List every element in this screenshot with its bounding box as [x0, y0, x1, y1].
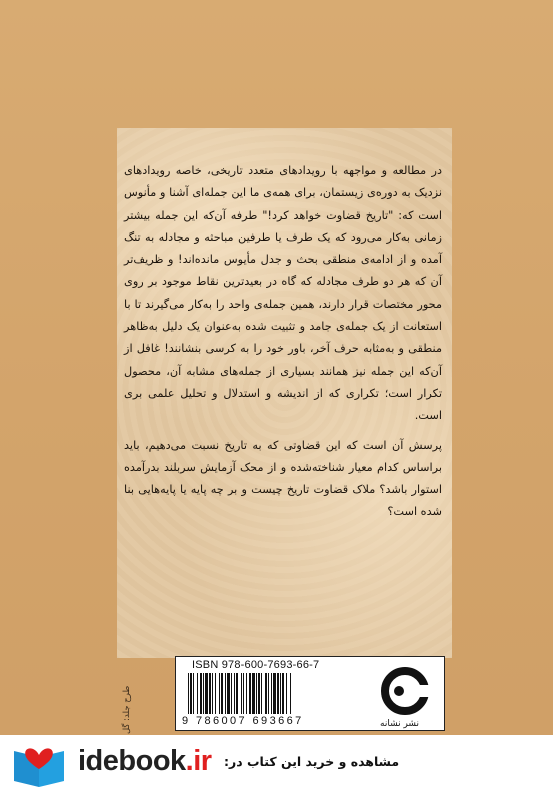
brand-logo-text[interactable]: idebook.ir [78, 745, 212, 777]
barcode-bars [188, 673, 362, 714]
publisher-logo-icon [374, 667, 436, 719]
barcode-digits: 9 786007 693667 [182, 715, 304, 727]
cover-design-credit: طرح جلد: گل [122, 685, 132, 734]
promo-text: مشاهده و خرید این کتاب در: [224, 754, 400, 769]
book-heart-icon [10, 741, 68, 791]
blurb-paragraph-1: در مطالعه و مواجهه با رویدادهای متعدد تاریخی، خاصه رویدادهای نزدیک به دوره‌ی زیستمان، برای همه‌ی ما این جمله‌ای آشنا و مأنوس است که: "تاریخ قضاوت خواهد کرد!" طرفه آن‌که این جمله بیشتر زمانی به‌کار می‌رود که یک طرف یا طرفین مباحثه و مجادله به تنگ آمده و از ادامه‌ی منطقی بحث و جدل مأیوس مانده‌اند! و ظریف‌تر آن که هر دو طرف مجادله که گاه در بعیدترین نقاط موجود بر روی محور مختصات قرار دارند، همین جمله‌ی واحد را به‌کار می‌گیرند تا با استعانت از یک جمله‌ی جامد و تثبیت شده به‌عنوان یک دلیل به‌ظاهر منطقی و به‌مثابه حرف آخر، باور خود را به کرسی بنشانند! غافل از آن‌که این جمله نیز همانند بسیاری از جمله‌های مشابه آن، محصول تکرار است؛ تکراری که از اندیشه و استدلال و تحلیل علمی بری است. [124, 164, 442, 423]
promo-footer[interactable] [0, 735, 553, 800]
isbn-barcode-box [175, 656, 445, 731]
barcode-bar [291, 673, 292, 714]
isbn-label: ISBN 978-600-7693-66-7 [192, 659, 320, 671]
blurb-paragraph-2: پرسش آن است که این قضاوتی که به تاریخ نسبت می‌دهیم، باید براساس کدام معیار شناخته‌شده و از محک آزمایش سربلند بدرآمده استوار باشد؟ ملاک قضاوت تاریخ چیست و بر چه پایه یا پایه‌هایی بنا شده است؟ [124, 438, 442, 519]
blurb-text [124, 160, 442, 524]
publisher-name: نشر نشانه [380, 719, 419, 729]
